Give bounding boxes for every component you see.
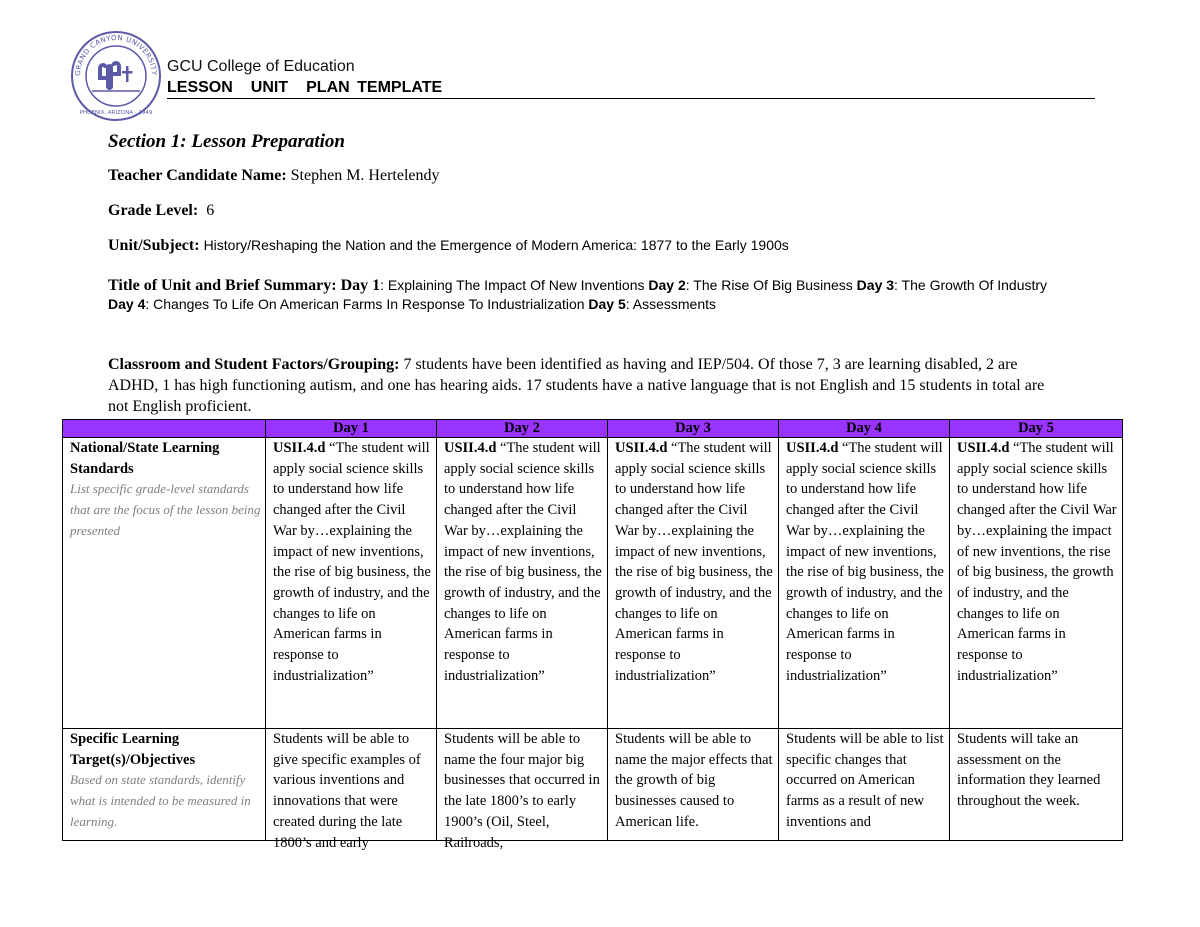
- standard-text: “The student will apply social science skills to understand how life changed after the Civil War by…explaining the impact of new inventions, the rise of big business, the growth of industry, and the changes to life on American farms in response to industrialization”: [615, 440, 773, 684]
- grade-level-label: Grade Level:: [108, 202, 199, 219]
- title-word-unit: UNIT: [250, 79, 289, 96]
- column-header-day-2: Day 2: [437, 420, 608, 438]
- objective-text: Students will be able to list specific changes that occurred on American farms as a result of new inventions and: [786, 731, 944, 830]
- standard-text: “The student will apply social science skills to understand how life changed after the Civil War by…explaining the impact of new inventions, the rise of big business, the growth of industry, and the changes to life on American farms in response to industrialization”: [957, 440, 1117, 684]
- unit-summary: [108, 276, 1068, 314]
- standard-text: “The student will apply social science skills to understand how life changed after the Civil War by…explaining the impact of new inventions, the rise of big business, the growth of industry, and the changes to life on American farms in response to industrialization”: [786, 440, 944, 684]
- summary-day-3-text: : The Growth Of Industry: [894, 277, 1048, 293]
- column-header-day-4: Day 4: [779, 420, 950, 438]
- summary-day-2-label: Day 2: [648, 277, 686, 293]
- standard-code: USII.4.d: [957, 440, 1010, 456]
- row-title: National/State Learning Standards: [70, 440, 220, 477]
- column-header-day-5: Day 5: [950, 420, 1123, 438]
- row-hint: List specific grade-level standards that are the focus of the lesson being presented: [70, 481, 261, 538]
- table-cell: [608, 438, 779, 729]
- column-header-day-1: Day 1: [266, 420, 437, 438]
- classroom-factors-label: Classroom and Student Factors/Grouping:: [108, 356, 400, 373]
- classroom-factors-value: 7 students have been identified as having and IEP/504. Of those 7, 3 are learning disabled, 2 are ADHD, 1 has high functioning autism, and one has hearing aids. 17 students have a native language that is not English and 15 students in total are not English proficient.: [108, 356, 1045, 415]
- section-title: Section 1: Lesson Preparation: [108, 131, 345, 152]
- summary-day-3-label: Day 3: [856, 277, 895, 293]
- title-word-plan-template: PLAN TEMPLATE: [306, 79, 443, 96]
- summary-day-5-label: Day 5: [588, 296, 626, 312]
- lesson-plan-table: [62, 419, 1123, 851]
- table-cell: [779, 729, 950, 841]
- teacher-name-field: [108, 167, 440, 185]
- unit-subject-label: Unit/Subject:: [108, 237, 200, 254]
- table-cell: [266, 729, 437, 851]
- table-cell: [437, 729, 608, 851]
- table-header-corner: [63, 420, 266, 438]
- unit-subject-value: History/Reshaping the Nation and the Emergence of Modern America: 1877 to the Early 1900s: [203, 237, 789, 253]
- gcu-seal-logo: [70, 30, 162, 122]
- summary-day-2-text: : The Rise Of Big Business: [685, 277, 857, 293]
- summary-day-1-text: : Explaining The Impact Of New Inventions: [380, 277, 649, 293]
- document-title: [167, 79, 1095, 99]
- row-title: Specific Learning Target(s)/Objectives: [70, 731, 196, 768]
- table-cell: [950, 438, 1123, 729]
- grade-level-field: [108, 202, 214, 220]
- standard-text: “The student will apply social science skills to understand how life changed after the Civil War by…explaining the impact of new inventions, the rise of big business, the growth of industry, and the changes to life on American farms in response to industrialization”: [273, 440, 431, 684]
- table-cell: [779, 438, 950, 729]
- objective-text: Students will be able to give specific examples of various inventions and innovations that were created during the late 1800’s and early: [273, 731, 421, 851]
- unit-summary-label: Title of Unit and Brief Summary:: [108, 277, 337, 294]
- standard-code: USII.4.d: [615, 440, 668, 456]
- table-cell: [437, 438, 608, 729]
- table-cell: [266, 438, 437, 729]
- standard-code: USII.4.d: [444, 440, 497, 456]
- standard-text: “The student will apply social science skills to understand how life changed after the Civil War by…explaining the impact of new inventions, the rise of big business, the growth of industry, and the changes to life on American farms in response to industrialization”: [444, 440, 602, 684]
- row-label-standards: [63, 438, 266, 729]
- table-row-objectives: [63, 729, 1123, 841]
- table-row-standards: [63, 438, 1123, 729]
- table-header-row: [63, 420, 1123, 438]
- table-cell: [608, 729, 779, 841]
- column-header-day-3: Day 3: [608, 420, 779, 438]
- objective-text: Students will be able to name the four major big businesses that occurred in the late 1800’s to early 1900’s (Oil, Steel, Railroads,: [444, 731, 600, 851]
- svg-text:PHOENIX, ARIZONA · 1949: PHOENIX, ARIZONA · 1949: [79, 110, 153, 116]
- summary-day-4-label: Day 4: [108, 296, 146, 312]
- row-label-objectives: [63, 729, 266, 841]
- table-cell: [950, 729, 1123, 841]
- teacher-name-value: Stephen M. Hertelendy: [290, 167, 440, 184]
- summary-day-1-label: Day 1: [340, 277, 381, 294]
- objective-text: Students will be able to name the major effects that the growth of big businesses caused to American life.: [615, 731, 773, 830]
- college-name: GCU College of Education: [167, 58, 355, 75]
- standard-code: USII.4.d: [786, 440, 839, 456]
- standard-code: USII.4.d: [273, 440, 326, 456]
- objective-text: Students will take an assessment on the information they learned throughout the week.: [957, 731, 1101, 810]
- classroom-factors: [108, 354, 1053, 417]
- grade-level-value: 6: [206, 202, 215, 219]
- summary-day-4-text: : Changes To Life On American Farms In Response To Industrialization: [145, 296, 589, 312]
- unit-subject-field: [108, 237, 789, 255]
- summary-day-5-text: : Assessments: [625, 296, 717, 312]
- title-word-lesson: LESSON: [167, 79, 233, 96]
- teacher-name-label: Teacher Candidate Name:: [108, 167, 287, 184]
- row-hint: Based on state standards, identify what is intended to be measured in learning.: [70, 772, 251, 829]
- svg-text:GRAND CANYON UNIVERSITY: GRAND CANYON UNIVERSITY: [73, 33, 159, 77]
